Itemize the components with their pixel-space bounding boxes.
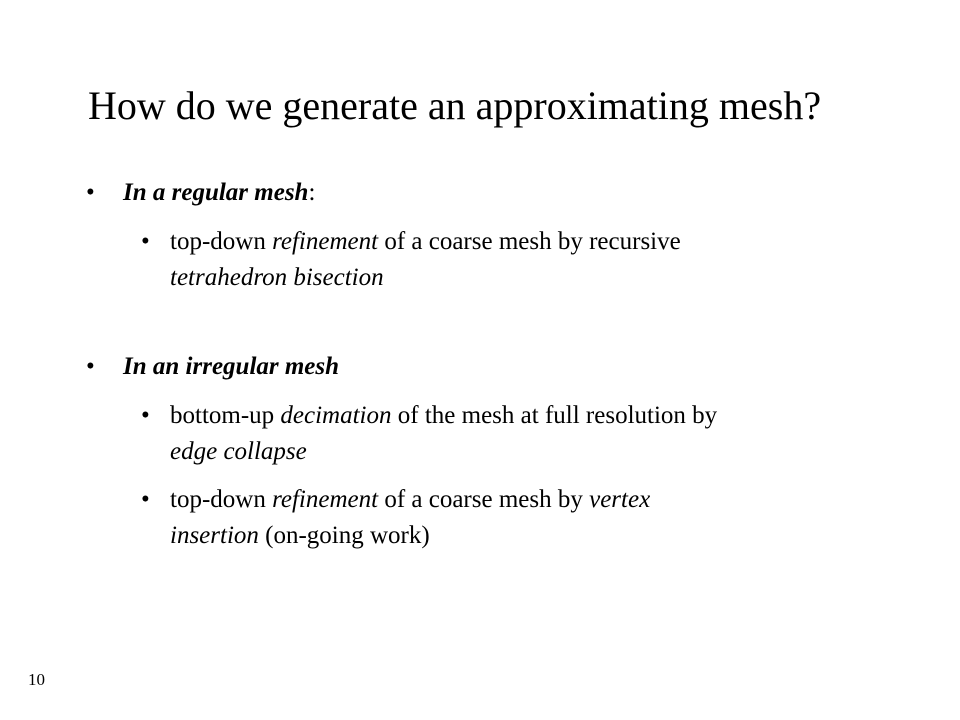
- page-number: 10: [28, 670, 45, 689]
- list-item-line: [170, 434, 890, 470]
- list-item-line: [170, 224, 890, 260]
- text-run: of the mesh at full resolution by: [391, 402, 718, 429]
- text-run: top-down: [170, 486, 273, 513]
- section-heading-text: In an irregular mesh: [123, 353, 340, 380]
- section-heading-colon: :: [308, 179, 316, 206]
- bullet-icon: •: [141, 228, 150, 255]
- text-run: bottom-up: [170, 402, 281, 429]
- slide-title: How do we generate an approximating mesh?: [88, 83, 822, 128]
- bullet-icon: •: [86, 179, 95, 206]
- bullet-icon: •: [86, 353, 95, 380]
- italic-term: insertion: [170, 522, 259, 549]
- list-item-line: [170, 398, 890, 434]
- italic-term: decimation: [280, 402, 392, 429]
- bullet-icon: •: [141, 402, 150, 429]
- text-run: of a coarse mesh by recursive: [378, 228, 681, 255]
- list-item-line: [170, 518, 890, 554]
- italic-term: tetrahedron bisection: [170, 264, 384, 291]
- text-run: of a coarse mesh by: [378, 486, 590, 513]
- italic-term: vertex: [589, 486, 651, 513]
- section-heading-text: In a regular mesh: [123, 179, 309, 206]
- italic-term: edge collapse: [170, 438, 307, 465]
- italic-term: refinement: [272, 486, 379, 513]
- list-item-line: [170, 482, 890, 518]
- italic-term: refinement: [272, 228, 379, 255]
- list-item-line: [170, 260, 890, 296]
- text-run: (on-going work): [258, 522, 430, 549]
- bullet-icon: •: [141, 486, 150, 513]
- text-run: top-down: [170, 228, 273, 255]
